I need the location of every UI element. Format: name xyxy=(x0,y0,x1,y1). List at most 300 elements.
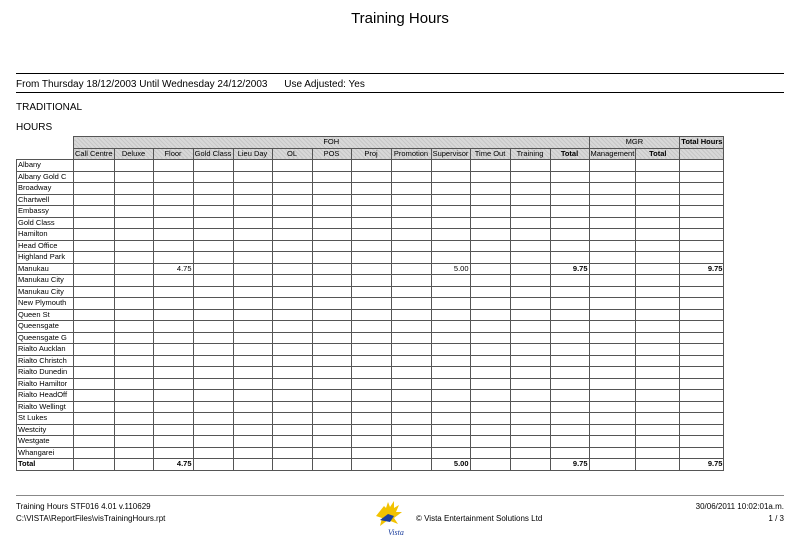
table-cell xyxy=(431,390,470,402)
table-cell xyxy=(636,378,680,390)
table-cell xyxy=(74,286,115,298)
row-total-hours xyxy=(680,298,724,310)
row-total-hours xyxy=(680,344,724,356)
table-cell xyxy=(233,252,272,264)
table-cell xyxy=(193,424,233,436)
table-cell xyxy=(589,240,636,252)
table-cell xyxy=(550,240,589,252)
table-cell xyxy=(233,309,272,321)
table-cell xyxy=(589,263,636,275)
table-cell xyxy=(312,401,351,413)
table-cell xyxy=(470,171,510,183)
table-row xyxy=(17,252,724,264)
table-cell xyxy=(589,332,636,344)
row-label: Broadway xyxy=(17,183,74,195)
table-cell xyxy=(312,252,351,264)
row-label: Chartwell xyxy=(17,194,74,206)
table-cell xyxy=(153,367,193,379)
table-cell xyxy=(431,401,470,413)
section-title: TRADITIONAL xyxy=(16,102,83,113)
table-cell xyxy=(391,194,431,206)
table-cell xyxy=(391,183,431,195)
row-total-hours xyxy=(680,424,724,436)
row-total-hours xyxy=(680,401,724,413)
table-row xyxy=(17,344,724,356)
table-cell xyxy=(312,160,351,172)
logo-star-shape xyxy=(376,501,402,526)
table-cell xyxy=(233,217,272,229)
table-cell xyxy=(636,240,680,252)
table-cell xyxy=(74,390,115,402)
table-cell xyxy=(589,252,636,264)
table-cell xyxy=(312,309,351,321)
table-cell xyxy=(74,263,115,275)
column-header: Total xyxy=(550,148,589,160)
table-cell xyxy=(153,217,193,229)
table-cell xyxy=(193,390,233,402)
table-cell xyxy=(470,252,510,264)
table-cell xyxy=(470,424,510,436)
table-cell xyxy=(431,206,470,218)
table-cell xyxy=(550,229,589,241)
table-cell xyxy=(233,171,272,183)
column-header: Total xyxy=(636,148,680,160)
row-label-header xyxy=(17,148,74,160)
table-cell xyxy=(312,413,351,425)
row-label: Rialto Aucklan xyxy=(17,344,74,356)
table-cell xyxy=(153,240,193,252)
table-cell xyxy=(233,436,272,448)
table-cell xyxy=(193,229,233,241)
table-cell xyxy=(272,206,312,218)
column-header: Deluxe xyxy=(114,148,153,160)
table-cell xyxy=(636,206,680,218)
table-cell xyxy=(470,344,510,356)
column-header: Management xyxy=(590,148,635,158)
table-cell xyxy=(153,355,193,367)
table-cell xyxy=(233,344,272,356)
column-header: Lieu Day xyxy=(233,148,272,160)
report-period xyxy=(16,79,379,90)
column-header: Time Out xyxy=(470,148,510,160)
total-row xyxy=(17,459,724,471)
table-cell xyxy=(312,171,351,183)
table-row xyxy=(17,171,724,183)
table-cell xyxy=(233,459,272,471)
table-cell xyxy=(510,390,550,402)
table-cell xyxy=(312,298,351,310)
row-label: Albany Gold C xyxy=(17,171,74,183)
table-cell xyxy=(510,436,550,448)
table-cell xyxy=(431,183,470,195)
table-cell xyxy=(114,321,153,333)
row-total-hours xyxy=(680,413,724,425)
table-cell xyxy=(114,309,153,321)
row-total-hours xyxy=(680,378,724,390)
table-cell xyxy=(193,309,233,321)
table-row xyxy=(17,229,724,241)
table-cell xyxy=(589,424,636,436)
table-cell xyxy=(431,367,470,379)
table-cell xyxy=(550,378,589,390)
row-total-hours xyxy=(680,332,724,344)
table-cell: 5.00 xyxy=(431,263,470,275)
table-cell xyxy=(431,194,470,206)
row-label: Whangarei xyxy=(17,447,74,459)
table-cell xyxy=(153,413,193,425)
table-cell xyxy=(351,459,391,471)
group-mgr: MGR xyxy=(589,137,680,149)
row-total-hours xyxy=(680,252,724,264)
table-cell xyxy=(391,332,431,344)
table-cell xyxy=(272,309,312,321)
table-cell xyxy=(272,240,312,252)
table-cell xyxy=(312,286,351,298)
table-cell xyxy=(431,286,470,298)
row-total-hours: 9.75 xyxy=(680,263,724,275)
group-total-hours: Total Hours xyxy=(681,137,723,147)
table-cell xyxy=(74,436,115,448)
group-header-row xyxy=(17,137,724,149)
table-cell xyxy=(431,171,470,183)
table-cell xyxy=(351,206,391,218)
table-cell xyxy=(153,378,193,390)
table-cell xyxy=(550,275,589,287)
table-cell xyxy=(74,459,115,471)
table-cell xyxy=(391,309,431,321)
table-cell xyxy=(312,194,351,206)
table-cell xyxy=(431,321,470,333)
table-cell xyxy=(391,275,431,287)
table-row xyxy=(17,286,724,298)
table-cell xyxy=(153,252,193,264)
table-cell xyxy=(74,275,115,287)
table-cell xyxy=(510,413,550,425)
table-cell xyxy=(193,194,233,206)
table-cell xyxy=(470,229,510,241)
table-cell xyxy=(233,229,272,241)
table-cell xyxy=(550,160,589,172)
table-cell xyxy=(312,355,351,367)
table-cell xyxy=(233,332,272,344)
table-cell xyxy=(550,367,589,379)
table-cell xyxy=(470,309,510,321)
table-cell xyxy=(153,309,193,321)
table-cell xyxy=(74,309,115,321)
table-cell xyxy=(114,229,153,241)
table-cell xyxy=(431,413,470,425)
table-cell xyxy=(636,390,680,402)
table-cell xyxy=(550,401,589,413)
table-cell xyxy=(636,344,680,356)
table-cell xyxy=(153,171,193,183)
table-cell xyxy=(114,240,153,252)
column-header: POS xyxy=(312,148,351,160)
table-cell xyxy=(74,183,115,195)
table-cell xyxy=(589,436,636,448)
table-cell xyxy=(272,252,312,264)
table-cell xyxy=(74,447,115,459)
table-cell xyxy=(312,459,351,471)
table-cell xyxy=(589,183,636,195)
row-total-hours xyxy=(680,229,724,241)
row-total-hours xyxy=(680,309,724,321)
table-cell xyxy=(74,378,115,390)
table-cell xyxy=(470,263,510,275)
row-total-hours xyxy=(680,275,724,287)
table-cell xyxy=(589,171,636,183)
table-row xyxy=(17,160,724,172)
table-cell xyxy=(74,217,115,229)
column-header-row xyxy=(17,148,724,160)
table-cell xyxy=(153,194,193,206)
table-cell xyxy=(312,447,351,459)
table-cell xyxy=(312,367,351,379)
table-cell xyxy=(114,390,153,402)
footer-rule xyxy=(16,495,784,496)
table-cell xyxy=(636,298,680,310)
table-cell xyxy=(153,206,193,218)
row-total-hours xyxy=(680,367,724,379)
table-cell xyxy=(233,390,272,402)
table-cell xyxy=(550,321,589,333)
table-cell xyxy=(470,275,510,287)
table-cell xyxy=(351,447,391,459)
table-cell xyxy=(351,298,391,310)
table-cell xyxy=(510,378,550,390)
row-total-hours xyxy=(680,206,724,218)
table-cell xyxy=(153,344,193,356)
table-cell xyxy=(351,401,391,413)
table-cell xyxy=(153,447,193,459)
row-label: Queen St xyxy=(17,309,74,321)
table-cell xyxy=(193,252,233,264)
table-cell xyxy=(114,355,153,367)
row-total-hours xyxy=(680,240,724,252)
table-cell xyxy=(272,229,312,241)
table-cell xyxy=(114,263,153,275)
table-cell xyxy=(351,229,391,241)
table-cell xyxy=(153,436,193,448)
table-cell xyxy=(272,367,312,379)
table-cell xyxy=(470,413,510,425)
table-cell xyxy=(636,332,680,344)
table-cell xyxy=(272,401,312,413)
table-cell xyxy=(351,413,391,425)
table-cell xyxy=(636,367,680,379)
table-cell xyxy=(114,286,153,298)
table-cell xyxy=(589,217,636,229)
table-cell xyxy=(510,309,550,321)
row-label: Queensgate xyxy=(17,321,74,333)
table-row xyxy=(17,332,724,344)
table-cell xyxy=(510,344,550,356)
table-cell xyxy=(351,321,391,333)
table-cell xyxy=(233,298,272,310)
table-cell xyxy=(351,263,391,275)
table-cell xyxy=(589,160,636,172)
table-cell xyxy=(114,436,153,448)
table-cell xyxy=(193,217,233,229)
table-cell xyxy=(312,344,351,356)
table-cell xyxy=(391,286,431,298)
table-cell xyxy=(470,447,510,459)
table-cell xyxy=(74,206,115,218)
column-header: Supervisor xyxy=(432,148,469,158)
table-cell xyxy=(550,344,589,356)
table-cell xyxy=(193,171,233,183)
table-cell xyxy=(431,160,470,172)
table-cell xyxy=(431,275,470,287)
table-cell xyxy=(153,401,193,413)
table-cell xyxy=(470,332,510,344)
table-row xyxy=(17,240,724,252)
row-total-hours xyxy=(680,355,724,367)
table-cell xyxy=(153,286,193,298)
table-cell xyxy=(550,217,589,229)
table-cell xyxy=(510,321,550,333)
table-cell xyxy=(431,217,470,229)
row-label: Head Office xyxy=(17,240,74,252)
table-cell xyxy=(74,240,115,252)
table-cell xyxy=(636,436,680,448)
table-cell xyxy=(233,275,272,287)
table-cell xyxy=(233,183,272,195)
table-cell xyxy=(391,217,431,229)
table-row xyxy=(17,183,724,195)
table-cell xyxy=(391,321,431,333)
table-cell xyxy=(233,321,272,333)
table-cell xyxy=(193,263,233,275)
table-cell xyxy=(431,332,470,344)
table-cell xyxy=(636,229,680,241)
row-total-hours xyxy=(680,171,724,183)
table-cell xyxy=(114,183,153,195)
column-header: Call Centre xyxy=(75,148,113,158)
table-cell xyxy=(589,459,636,471)
footer-report-id: Training Hours STF016 4.01 v.110629 xyxy=(16,502,151,511)
table-cell xyxy=(153,424,193,436)
table-cell xyxy=(431,309,470,321)
table-cell xyxy=(470,217,510,229)
header-rule-top xyxy=(16,73,784,74)
table-cell xyxy=(550,355,589,367)
table-cell xyxy=(391,436,431,448)
table-cell: 9.75 xyxy=(550,459,589,471)
table-cell xyxy=(391,229,431,241)
table-cell xyxy=(470,378,510,390)
table-cell xyxy=(312,206,351,218)
row-label: Westcity xyxy=(17,424,74,436)
table-cell xyxy=(272,344,312,356)
table-cell: 9.75 xyxy=(550,263,589,275)
row-label: Rialto Wellingt xyxy=(17,401,74,413)
table-cell xyxy=(636,321,680,333)
table-cell xyxy=(550,252,589,264)
table-cell xyxy=(510,194,550,206)
table-cell xyxy=(153,390,193,402)
table-cell xyxy=(272,436,312,448)
table-cell xyxy=(193,298,233,310)
row-label: Rialto HeadOff xyxy=(17,390,74,402)
table-cell xyxy=(351,424,391,436)
table-cell xyxy=(351,378,391,390)
table-cell xyxy=(114,275,153,287)
row-total-hours xyxy=(680,160,724,172)
table-row xyxy=(17,378,724,390)
corner-cell xyxy=(17,137,74,149)
table-cell xyxy=(233,413,272,425)
column-header: OL xyxy=(272,148,312,160)
table-cell xyxy=(470,401,510,413)
table-cell xyxy=(312,229,351,241)
table-cell xyxy=(272,390,312,402)
table-row xyxy=(17,275,724,287)
table-cell xyxy=(153,298,193,310)
table-cell xyxy=(510,171,550,183)
table-cell xyxy=(351,217,391,229)
table-cell xyxy=(193,378,233,390)
table-cell xyxy=(233,355,272,367)
table-cell xyxy=(193,321,233,333)
table-cell xyxy=(636,355,680,367)
table-cell xyxy=(74,424,115,436)
table-cell xyxy=(312,183,351,195)
table-cell xyxy=(470,160,510,172)
table-cell xyxy=(233,286,272,298)
table-cell xyxy=(470,194,510,206)
table-cell xyxy=(431,240,470,252)
table-cell xyxy=(193,286,233,298)
table-cell xyxy=(312,378,351,390)
table-cell xyxy=(351,252,391,264)
table-cell xyxy=(550,183,589,195)
table-cell xyxy=(391,447,431,459)
table-cell xyxy=(391,390,431,402)
table-row xyxy=(17,321,724,333)
table-cell xyxy=(431,436,470,448)
table-cell xyxy=(510,252,550,264)
table-cell xyxy=(233,263,272,275)
table-cell xyxy=(431,355,470,367)
table-cell xyxy=(114,252,153,264)
table-cell xyxy=(233,206,272,218)
table-cell xyxy=(272,447,312,459)
table-cell xyxy=(114,298,153,310)
table-cell xyxy=(351,286,391,298)
table-cell xyxy=(589,309,636,321)
table-cell xyxy=(74,332,115,344)
table-cell xyxy=(550,309,589,321)
table-cell xyxy=(510,447,550,459)
table-cell xyxy=(351,390,391,402)
table-cell xyxy=(193,401,233,413)
table-cell xyxy=(272,413,312,425)
table-cell xyxy=(351,436,391,448)
table-cell xyxy=(193,240,233,252)
table-cell xyxy=(470,321,510,333)
table-cell: 5.00 xyxy=(431,459,470,471)
table-cell xyxy=(351,332,391,344)
table-cell xyxy=(391,263,431,275)
table-row xyxy=(17,447,724,459)
table-row xyxy=(17,263,724,275)
table-cell xyxy=(272,194,312,206)
row-label: Rialto Hamiltor xyxy=(17,378,74,390)
table-cell xyxy=(272,378,312,390)
table-cell xyxy=(74,344,115,356)
table-cell xyxy=(391,424,431,436)
